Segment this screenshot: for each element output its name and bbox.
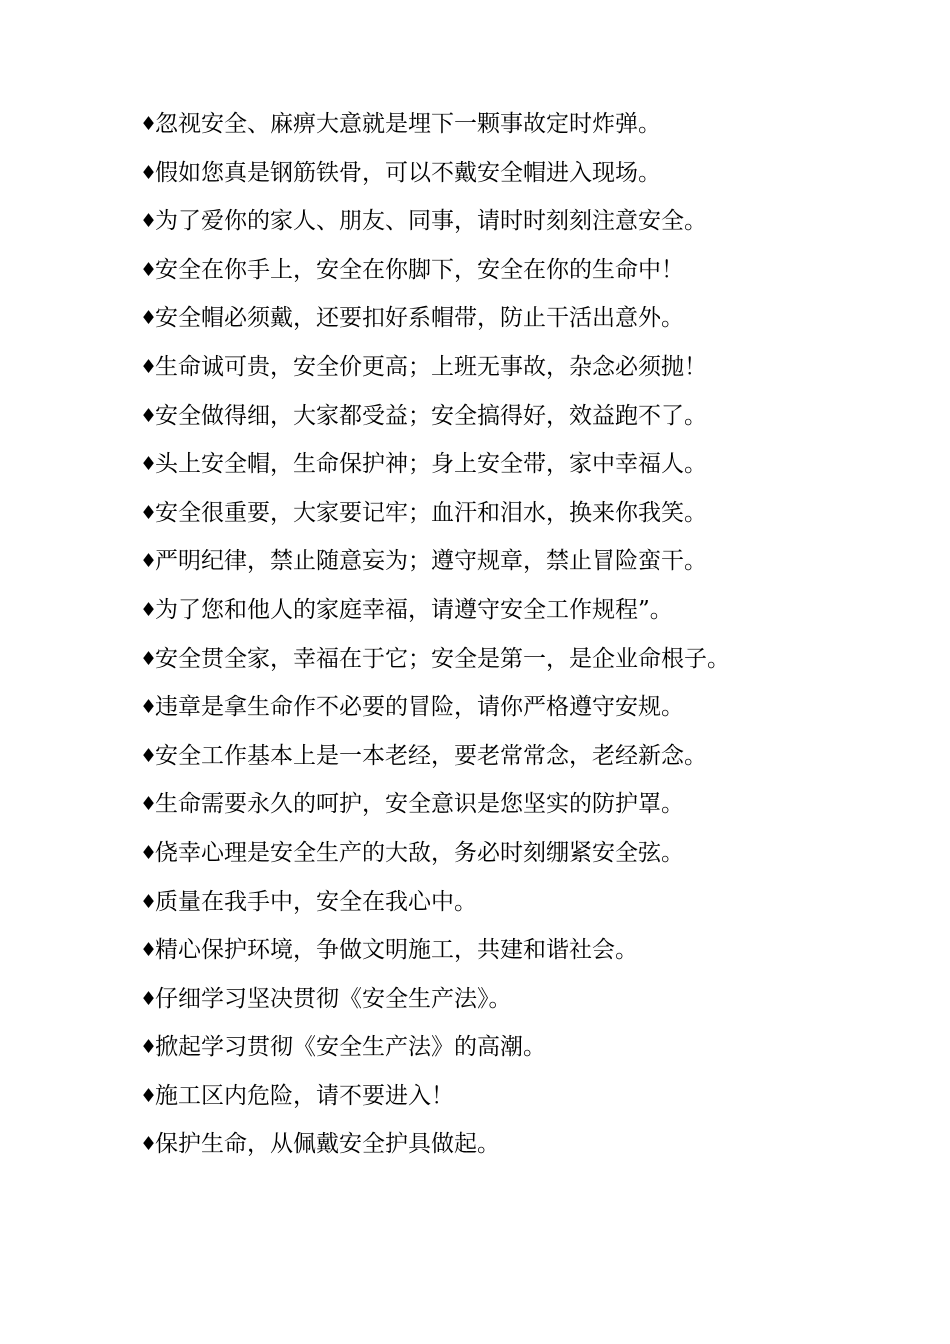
diamond-bullet-icon: ♦ xyxy=(140,793,158,816)
slogan-line-11 xyxy=(140,586,920,635)
slogan-text: 生命诚可贵，安全价更高；上班无事故，杂念必须抛！ xyxy=(155,353,707,380)
diamond-bullet-icon: ♦ xyxy=(140,113,158,135)
slogan-line-14 xyxy=(140,732,920,781)
diamond-bullet-icon: ♦ xyxy=(140,550,158,573)
slogan-line-2 xyxy=(140,149,920,198)
diamond-bullet-icon: ♦ xyxy=(140,501,158,524)
slogan-line-8 xyxy=(140,440,920,489)
slogan-line-21 xyxy=(140,1072,920,1121)
slogan-line-20 xyxy=(140,1023,920,1072)
slogan-line-17 xyxy=(140,878,920,927)
diamond-bullet-icon: ♦ xyxy=(140,258,158,281)
slogan-line-4 xyxy=(140,246,920,295)
diamond-bullet-icon: ♦ xyxy=(140,939,158,962)
slogan-text: 施工区内危险，请不要进入！ xyxy=(155,1082,454,1109)
slogan-line-7 xyxy=(140,392,920,441)
slogan-line-10 xyxy=(140,537,920,586)
diamond-bullet-icon: ♦ xyxy=(140,307,158,330)
diamond-bullet-icon: ♦ xyxy=(140,1084,158,1107)
slogan-text: 安全在你手上，安全在你脚下，安全在你的生命中！ xyxy=(155,256,684,283)
slogan-text: 为了您和他人的家庭幸福，请遵守安全工作规程”。 xyxy=(155,596,673,623)
slogan-text: 生命需要永久的呵护，安全意识是您坚实的防护罩。 xyxy=(155,791,684,818)
slogan-list xyxy=(140,100,920,1169)
slogan-text: 安全贯全家，幸福在于它；安全是第一，是企业命根子。 xyxy=(155,645,730,672)
slogan-text: 质量在我手中，安全在我心中。 xyxy=(155,888,477,915)
diamond-bullet-icon: ♦ xyxy=(140,890,158,913)
slogan-text: 为了爱你的家人、朋友、同事，请时时刻刻注意安全。 xyxy=(155,208,707,235)
diamond-bullet-icon: ♦ xyxy=(140,841,158,864)
slogan-line-22 xyxy=(140,1120,920,1169)
diamond-bullet-icon: ♦ xyxy=(140,647,158,670)
slogan-line-19 xyxy=(140,975,920,1024)
diamond-bullet-icon: ♦ xyxy=(140,1133,158,1156)
slogan-line-13 xyxy=(140,683,920,732)
diamond-bullet-icon: ♦ xyxy=(140,161,158,184)
slogan-text: 忽视安全、麻痹大意就是埋下一颗事故定时炸弹。 xyxy=(155,111,661,137)
slogan-line-12 xyxy=(140,635,920,684)
slogan-line-15 xyxy=(140,780,920,829)
diamond-bullet-icon: ♦ xyxy=(140,598,158,621)
slogan-line-6 xyxy=(140,343,920,392)
diamond-bullet-icon: ♦ xyxy=(140,404,158,427)
slogan-text: 安全工作基本上是一本老经，要老常常念，老经新念。 xyxy=(155,742,707,769)
diamond-bullet-icon: ♦ xyxy=(140,453,158,476)
slogan-text: 安全很重要，大家要记牢；血汗和泪水，换来你我笑。 xyxy=(155,499,707,526)
slogan-text: 保护生命，从佩戴安全护具做起。 xyxy=(155,1131,500,1158)
slogan-text: 掀起学习贯彻《安全生产法》的高潮。 xyxy=(155,1034,546,1061)
diamond-bullet-icon: ♦ xyxy=(140,696,158,719)
slogan-text: 假如您真是钢筋铁骨，可以不戴安全帽进入现场。 xyxy=(155,159,661,186)
diamond-bullet-icon: ♦ xyxy=(140,744,158,767)
slogan-text: 严明纪律，禁止随意妄为；遵守规章，禁止冒险蛮干。 xyxy=(155,548,707,575)
slogan-line-9 xyxy=(140,489,920,538)
diamond-bullet-icon: ♦ xyxy=(140,1036,158,1059)
slogan-text: 精心保护环境，争做文明施工，共建和谐社会。 xyxy=(155,937,638,964)
slogan-line-1 xyxy=(140,100,920,149)
diamond-bullet-icon: ♦ xyxy=(140,355,158,378)
slogan-text: 违章是拿生命作不必要的冒险，请你严格遵守安规。 xyxy=(155,694,684,721)
slogan-text: 侥幸心理是安全生产的大敌，务必时刻绷紧安全弦。 xyxy=(155,839,684,866)
slogan-line-3 xyxy=(140,197,920,246)
diamond-bullet-icon: ♦ xyxy=(140,987,158,1010)
slogan-text: 安全帽必须戴，还要扣好系帽带，防止干活出意外。 xyxy=(155,305,684,332)
slogan-text: 安全做得细，大家都受益；安全搞得好，效益跑不了。 xyxy=(155,402,707,429)
slogan-line-5 xyxy=(140,294,920,343)
slogan-line-18 xyxy=(140,926,920,975)
slogan-text: 仔细学习坚决贯彻《安全生产法》。 xyxy=(155,985,512,1012)
slogan-text: 头上安全帽，生命保护神；身上安全带，家中幸福人。 xyxy=(155,451,707,478)
diamond-bullet-icon: ♦ xyxy=(140,210,158,233)
slogan-line-16 xyxy=(140,829,920,878)
